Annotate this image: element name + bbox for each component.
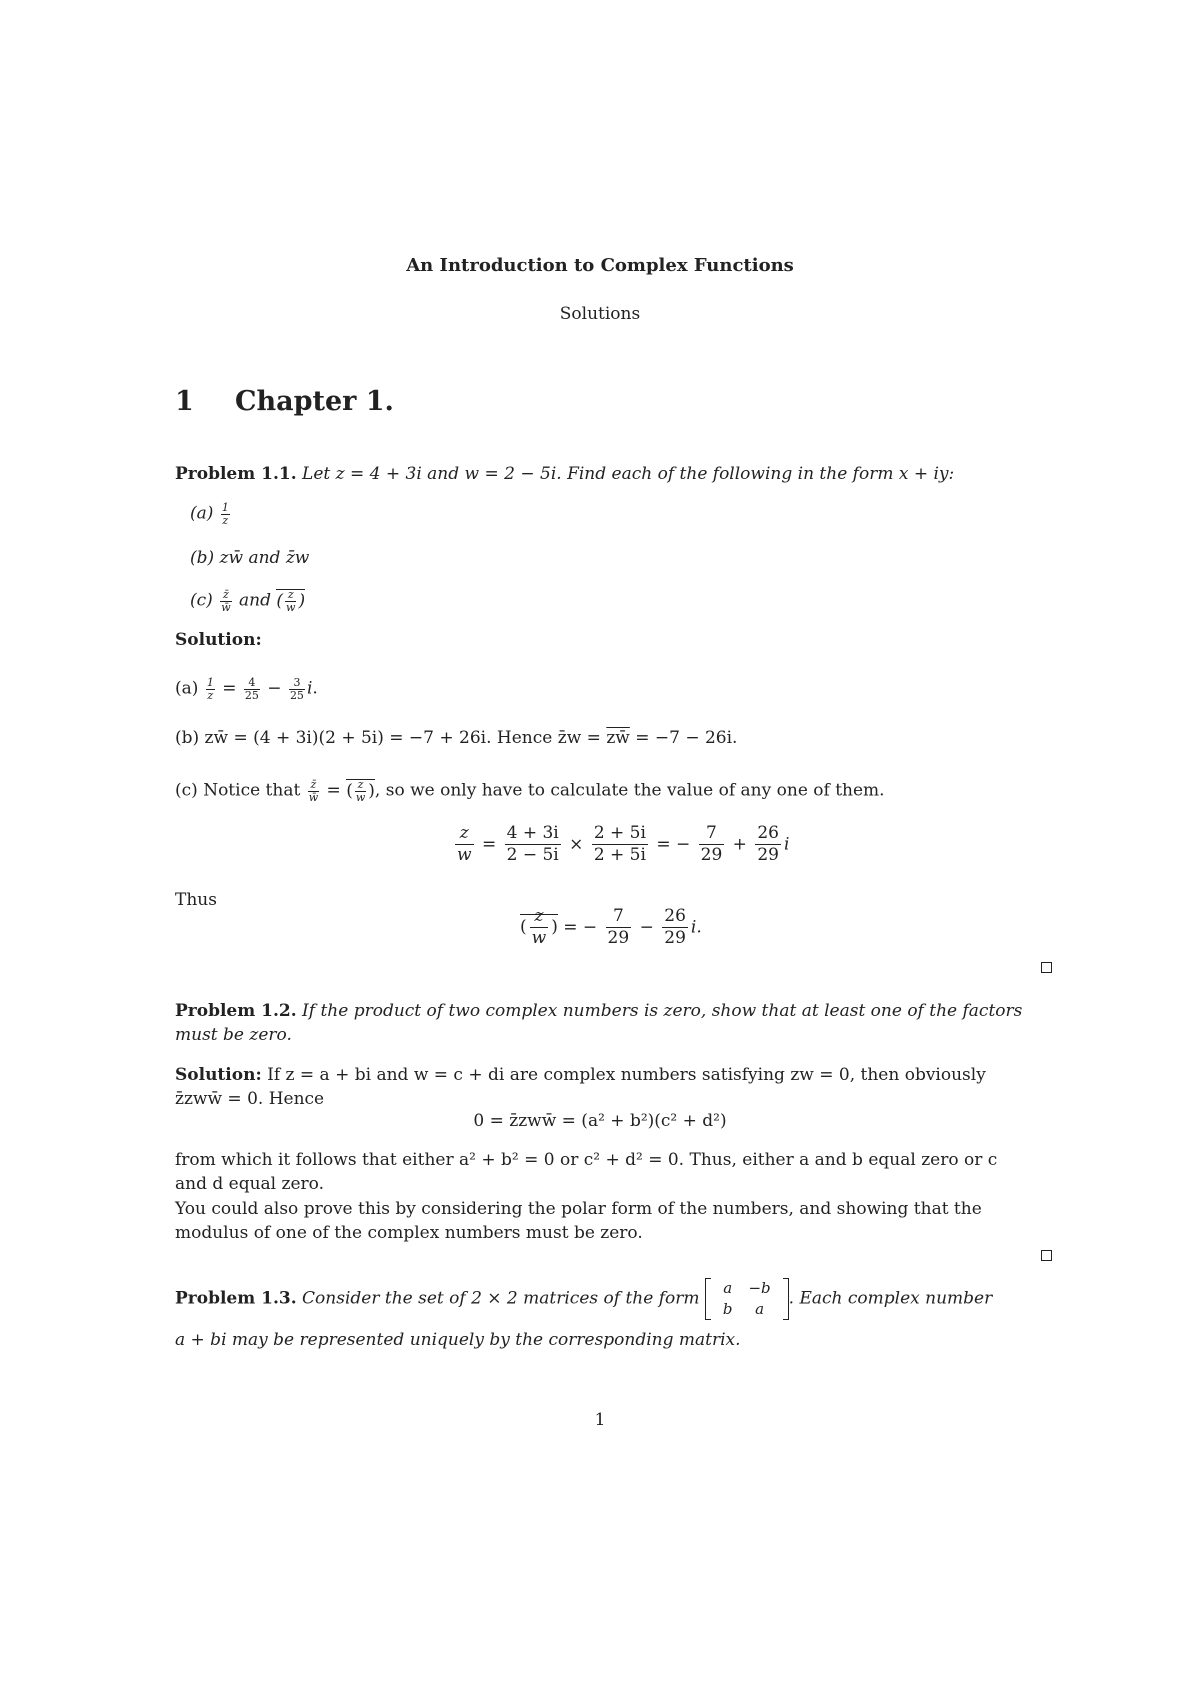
- problem-1-2-cont: must be zero.: [175, 1025, 292, 1045]
- chapter-title: Chapter 1.: [235, 386, 394, 417]
- document-subtitle: Solutions: [559, 304, 641, 324]
- solution-1-2-line1: Solution: If z = a + bi and w = c + di are complex numbers satisfying zw = 0, then obviously: [175, 1065, 986, 1085]
- display-equation-2: ( $\frac{z}{w}$ ) = − $\frac{7}{29}$ − $\frac{26}{29}$ i.: [520, 906, 702, 949]
- solution-1-2-line6: modulus of one of the complex numbers must be zero.: [175, 1223, 643, 1243]
- fraction-one-over-z: $\frac{1}{z}$: [221, 501, 229, 527]
- problem-label: Problem 1.2.: [175, 1001, 297, 1021]
- problem-label: Problem 1.1.: [175, 464, 297, 484]
- chapter-number: 1: [175, 386, 194, 417]
- problem-label: Problem 1.3.: [175, 1288, 297, 1309]
- qed-box: [1041, 1250, 1052, 1261]
- solution-c: (c) Notice that $\frac{z̄}{w̄}$ = ( $\frac{z}{w}$ ), so we only have to calculate the value of any one of them.: [175, 778, 885, 804]
- problem-1-2: Problem 1.2. If the product of two complex numbers is zero, show that at least one of the factors: [175, 1001, 1023, 1021]
- solution-b: (b) zw̄ = (4 + 3i)(2 + 5i) = −7 + 26i. Hence z̄w = zw̄ = −7 − 26i.: [175, 728, 738, 748]
- thus-word: Thus: [175, 890, 217, 910]
- fraction-zbar-over-wbar: $\frac{z̄}{w̄}$: [221, 588, 231, 614]
- item-a: [190, 502, 232, 526]
- display-equation-1: $\frac{z}{w}$ = $\frac{4 + 3i}{2 - 5i}$ × $\frac{2 + 5i}{2 + 5i}$ = − $\frac{7}{29}$ + $\frac{26}{29}$ i: [457, 823, 790, 866]
- qed-box: [1041, 962, 1052, 973]
- conjugate-z-over-w: ( $\frac{z}{w}$ ): [276, 588, 306, 614]
- solution-1-2-line2: z̄zww̄ = 0. Hence: [175, 1089, 325, 1109]
- page-number: 1: [594, 1410, 606, 1430]
- problem-1-3: Problem 1.3. Consider the set of 2 × 2 matrices of the form a −b b a . Each complex number: [175, 1279, 993, 1318]
- and-word: and: [239, 590, 271, 611]
- solution-a: (a) $\frac{1}{z}$ = $\frac{4}{25}$ − $\frac{3}{25}$ i.: [175, 676, 318, 702]
- problem-1-1: [175, 466, 954, 483]
- solution-1-2-line5: You could also prove this by considering the polar form of the numbers, and showing that the: [175, 1199, 982, 1219]
- solution-item-label: (a): [175, 678, 199, 699]
- item-b: [190, 550, 309, 567]
- solution-1-2-line4: and d equal zero.: [175, 1174, 325, 1194]
- problem-1-3-cont: a + bi may be represented uniquely by the corresponding matrix.: [175, 1330, 741, 1350]
- solution-label: Solution:: [175, 630, 262, 650]
- item-text: zw̄ and z̄w: [219, 548, 310, 568]
- matrix-2x2: a −b b a: [705, 1278, 789, 1320]
- item-c: [190, 589, 305, 613]
- document-title: An Introduction to Complex Functions: [406, 255, 794, 276]
- item-label: (c): [190, 590, 213, 611]
- display-equation-3: 0 = z̄zww̄ = (a² + b²)(c² + d²): [473, 1111, 727, 1131]
- solution-1-2-line3: from which it follows that either a² + b² = 0 or c² + d² = 0. Thus, either a and b equal zero or c: [175, 1150, 998, 1170]
- problem-statement: Let z = 4 + 3i and w = 2 − 5i. Find each of the following in the form x + iy:: [302, 464, 955, 484]
- item-label: (a): [190, 503, 214, 524]
- item-label: (b): [190, 548, 215, 568]
